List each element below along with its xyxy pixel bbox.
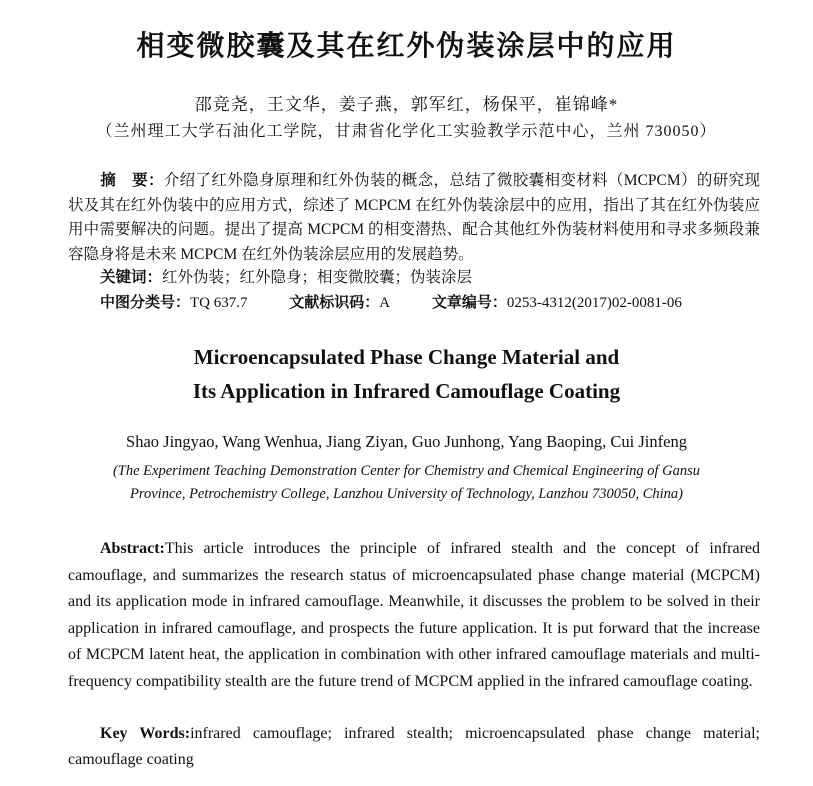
- chinese-keywords-label: 关键词：: [100, 268, 163, 286]
- english-abstract-text: This article introduces the principle of infrared stealth and the concept of infrared camouflage, and summarizes the research status of microencapsulated phase change material (MCPCM) and its application mode in infrared camouflage. Meanwhile, it discusses the problem to be solved in their application in infrared camouflage, and prospects the future application. It is put forward that the increase of MCPCM latent heat, the application in combination with other infrared camouflage materials and multi-frequency compatibility stealth are the future trend of MCPCM applied in the infrared camouflage coating.: [68, 540, 760, 690]
- doc-code-value: A: [379, 295, 391, 311]
- english-keywords: [68, 721, 760, 773]
- english-affiliation-line1: (The Experiment Teaching Demonstration Center for Chemistry and Chemical Engineering of Gansu: [112, 463, 701, 479]
- chinese-abstract: [68, 168, 760, 267]
- chinese-affiliation: （兰州理工大学石油化工学院，甘肃省化学化工实验教学示范中心，兰州 730050）: [96, 123, 717, 140]
- english-abstract: [68, 536, 760, 695]
- chinese-abstract-text: 介绍了红外隐身原理和红外伪装的概念，总结了微胶囊相变材料（MCPCM）的研究现状及其在红外伪装中的应用方式，综述了 MCPCM 在红外伪装涂层中的应用，指出了其在红外伪装应用中需要解决的问题。提出了提高 MCPCM 的相变潜热、配合其他红外伪装材料使用和寻求多频段兼容隐身将是未来 MCPCM 在红外伪装涂层应用的发展趋势。: [68, 172, 760, 263]
- clc-label: 中图分类号：: [100, 293, 191, 311]
- chinese-abstract-label: 摘 要：: [100, 171, 164, 189]
- article-no-label: 文章编号：: [431, 293, 507, 311]
- english-title-line2: Its Application in Infrared Camouflage Coating: [192, 379, 621, 403]
- chinese-authors: 邵竞尧，王文华，姜子燕，郭军红，杨保平，崔锦峰*: [194, 95, 619, 114]
- article-no-value: 0253-4312(2017)02-0081-06: [506, 295, 682, 311]
- chinese-keywords: [100, 265, 472, 287]
- english-affiliation-line2: Province, Petrochemistry College, Lanzhou University of Technology, Lanzhou 730050, China): [130, 486, 683, 502]
- doc-code-group: [289, 295, 390, 311]
- english-abstract-label: Abstract:: [100, 540, 165, 557]
- doc-code-label: 文献标识码：: [289, 293, 380, 311]
- english-affiliation: [0, 460, 813, 506]
- classification-info: [100, 291, 760, 312]
- english-title: [0, 340, 813, 408]
- english-keywords-text: infrared camouflage; infrared stealth; microencapsulated phase change material; camouflage coating: [68, 725, 760, 768]
- english-title-line1: Microencapsulated Phase Change Material and: [193, 345, 620, 369]
- english-keywords-label: Key Words:: [100, 725, 191, 742]
- clc-value: TQ 637.7: [190, 295, 248, 311]
- chinese-title: 相变微胶囊及其在红外伪装涂层中的应用: [136, 29, 677, 62]
- article-no-group: [432, 295, 682, 311]
- english-authors: Shao Jingyao, Wang Wenhua, Jiang Ziyan, Guo Junhong, Yang Baoping, Cui Jinfeng: [126, 432, 687, 451]
- chinese-keywords-text: 红外伪装；红外隐身；相变微胶囊；伪装涂层: [162, 269, 473, 286]
- clc-group: [100, 295, 248, 311]
